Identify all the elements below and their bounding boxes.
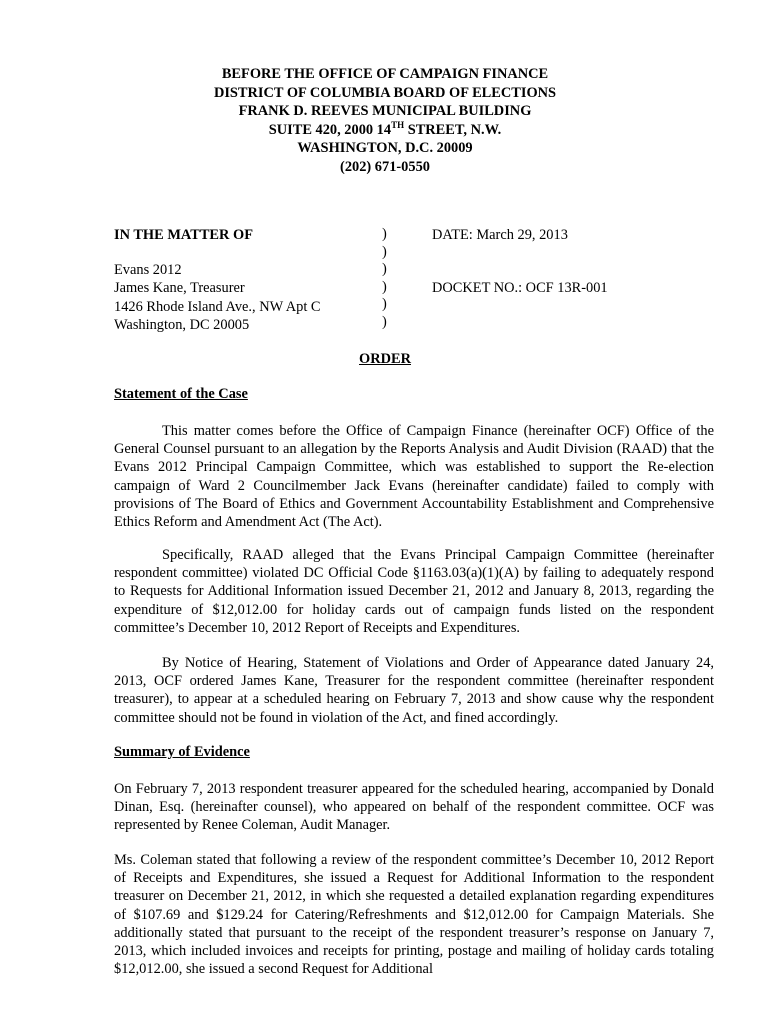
docket-number: DOCKET NO.: OCF 13R-001 [432,280,608,297]
paragraph-1: This matter comes before the Office of Campaign Finance (hereinafter OCF) Office of the General Counsel pursuant to an allegation by the Reports Analysis and Audit Division (RAAD) that the Evans 2012 Principal Campaign Committee, which was established to support the Re-election campaign of Ward 2 Councilmember Jack Evans (hereinafter candidate) failed to comply with provisions of The Board of Ethics and Government Accountability Establishment and Comprehensive Ethics Reform and Amendment Act (The Act). [114,423,714,531]
paragraph-2: Specifically, RAAD alleged that the Evans Principal Campaign Committee (hereinafter respondent committee) violated DC Official Code §1163.03(a)(1)(A) by failing to adequately respond to Requests for Additional Information issued December 21, 2012 and January 8, 2013, regarding the expenditure of $12,012.00 for holiday cards out of campaign funds listed on the respondent committee’s December 10, 2012 Report of Receipts and Expenditures. [114,547,714,636]
header-line-3: FRANK D. REEVES MUNICIPAL BUILDING [238,103,532,120]
case-caption [114,226,374,334]
paragraph-3: By Notice of Hearing, Statement of Violations and Order of Appearance dated January 24, 2013, OCF ordered James Kane, Treasurer for the respondent committee (hereinafter respondent treasurer), to appear at a scheduled hearing on February 7, 2013 and show cause why the respondent committee should not be found in violation of the Act, and fined accordingly. [114,655,714,726]
in-the-matter-of: IN THE MATTER OF [114,227,253,243]
paragraph-5: Ms. Coleman stated that following a review of the respondent committee’s December 10, 2012 Report of Receipts and Expenditures, she issued a Request for Additional Information to the respondent treasurer on December 21, 2012, in which she requested a detailed explanation regarding expenditures of $107.69 and $129.24 for Catering/Refreshments and $12,012.00 for Campaign Materials. She additionally stated that pursuant to the receipt of the respondent treasurer’s response on January 7, 2013, which included invoices and receipts for printing, postage and mailing of holiday cards totaling $12,012.00, she issued a second Request for Additional [114,852,714,978]
paren: ) [382,278,387,295]
header-line-1: BEFORE THE OFFICE OF CAMPAIGN FINANCE [221,66,549,82]
header-line-5: WASHINGTON, D.C. 20009 [297,140,473,157]
header-line-2: DISTRICT OF COLUMBIA BOARD OF ELECTIONS [213,84,557,101]
header-line-4-superscript: TH [391,119,405,130]
respondent-name: Evans 2012 [114,262,182,279]
address-line-2: Washington, DC 20005 [114,316,250,333]
paren: ) [382,261,387,277]
document-header [0,65,770,177]
paren: ) [382,243,387,260]
treasurer-name: James Kane, Treasurer [114,280,245,297]
caption-parentheses [382,226,394,331]
paragraph-4: On February 7, 2013 respondent treasurer appeared for the scheduled hearing, accompanied by Donald Dinan, Esq. (hereinafter counsel), who appeared on behalf of the respondent committee. OCF was represented by Renee Coleman, Audit Manager. [114,781,714,834]
case-details [432,226,732,297]
paren: ) [382,226,387,242]
address-line-1: 1426 Rhode Island Ave., NW Apt C [114,298,321,315]
order-date: DATE: March 29, 2013 [432,227,568,243]
paren: ) [382,313,387,330]
paren: ) [382,296,387,312]
statement-of-case-heading: Statement of the Case [114,386,248,402]
header-line-6: (202) 671-0550 [340,158,430,175]
header-line-4-text: SUITE 420, 2000 14 [268,121,392,138]
order-title: ORDER [359,351,411,367]
summary-of-evidence-heading: Summary of Evidence [114,744,250,760]
header-line-4 [0,121,770,140]
header-line-4-suffix: STREET, N.W. [404,121,502,138]
